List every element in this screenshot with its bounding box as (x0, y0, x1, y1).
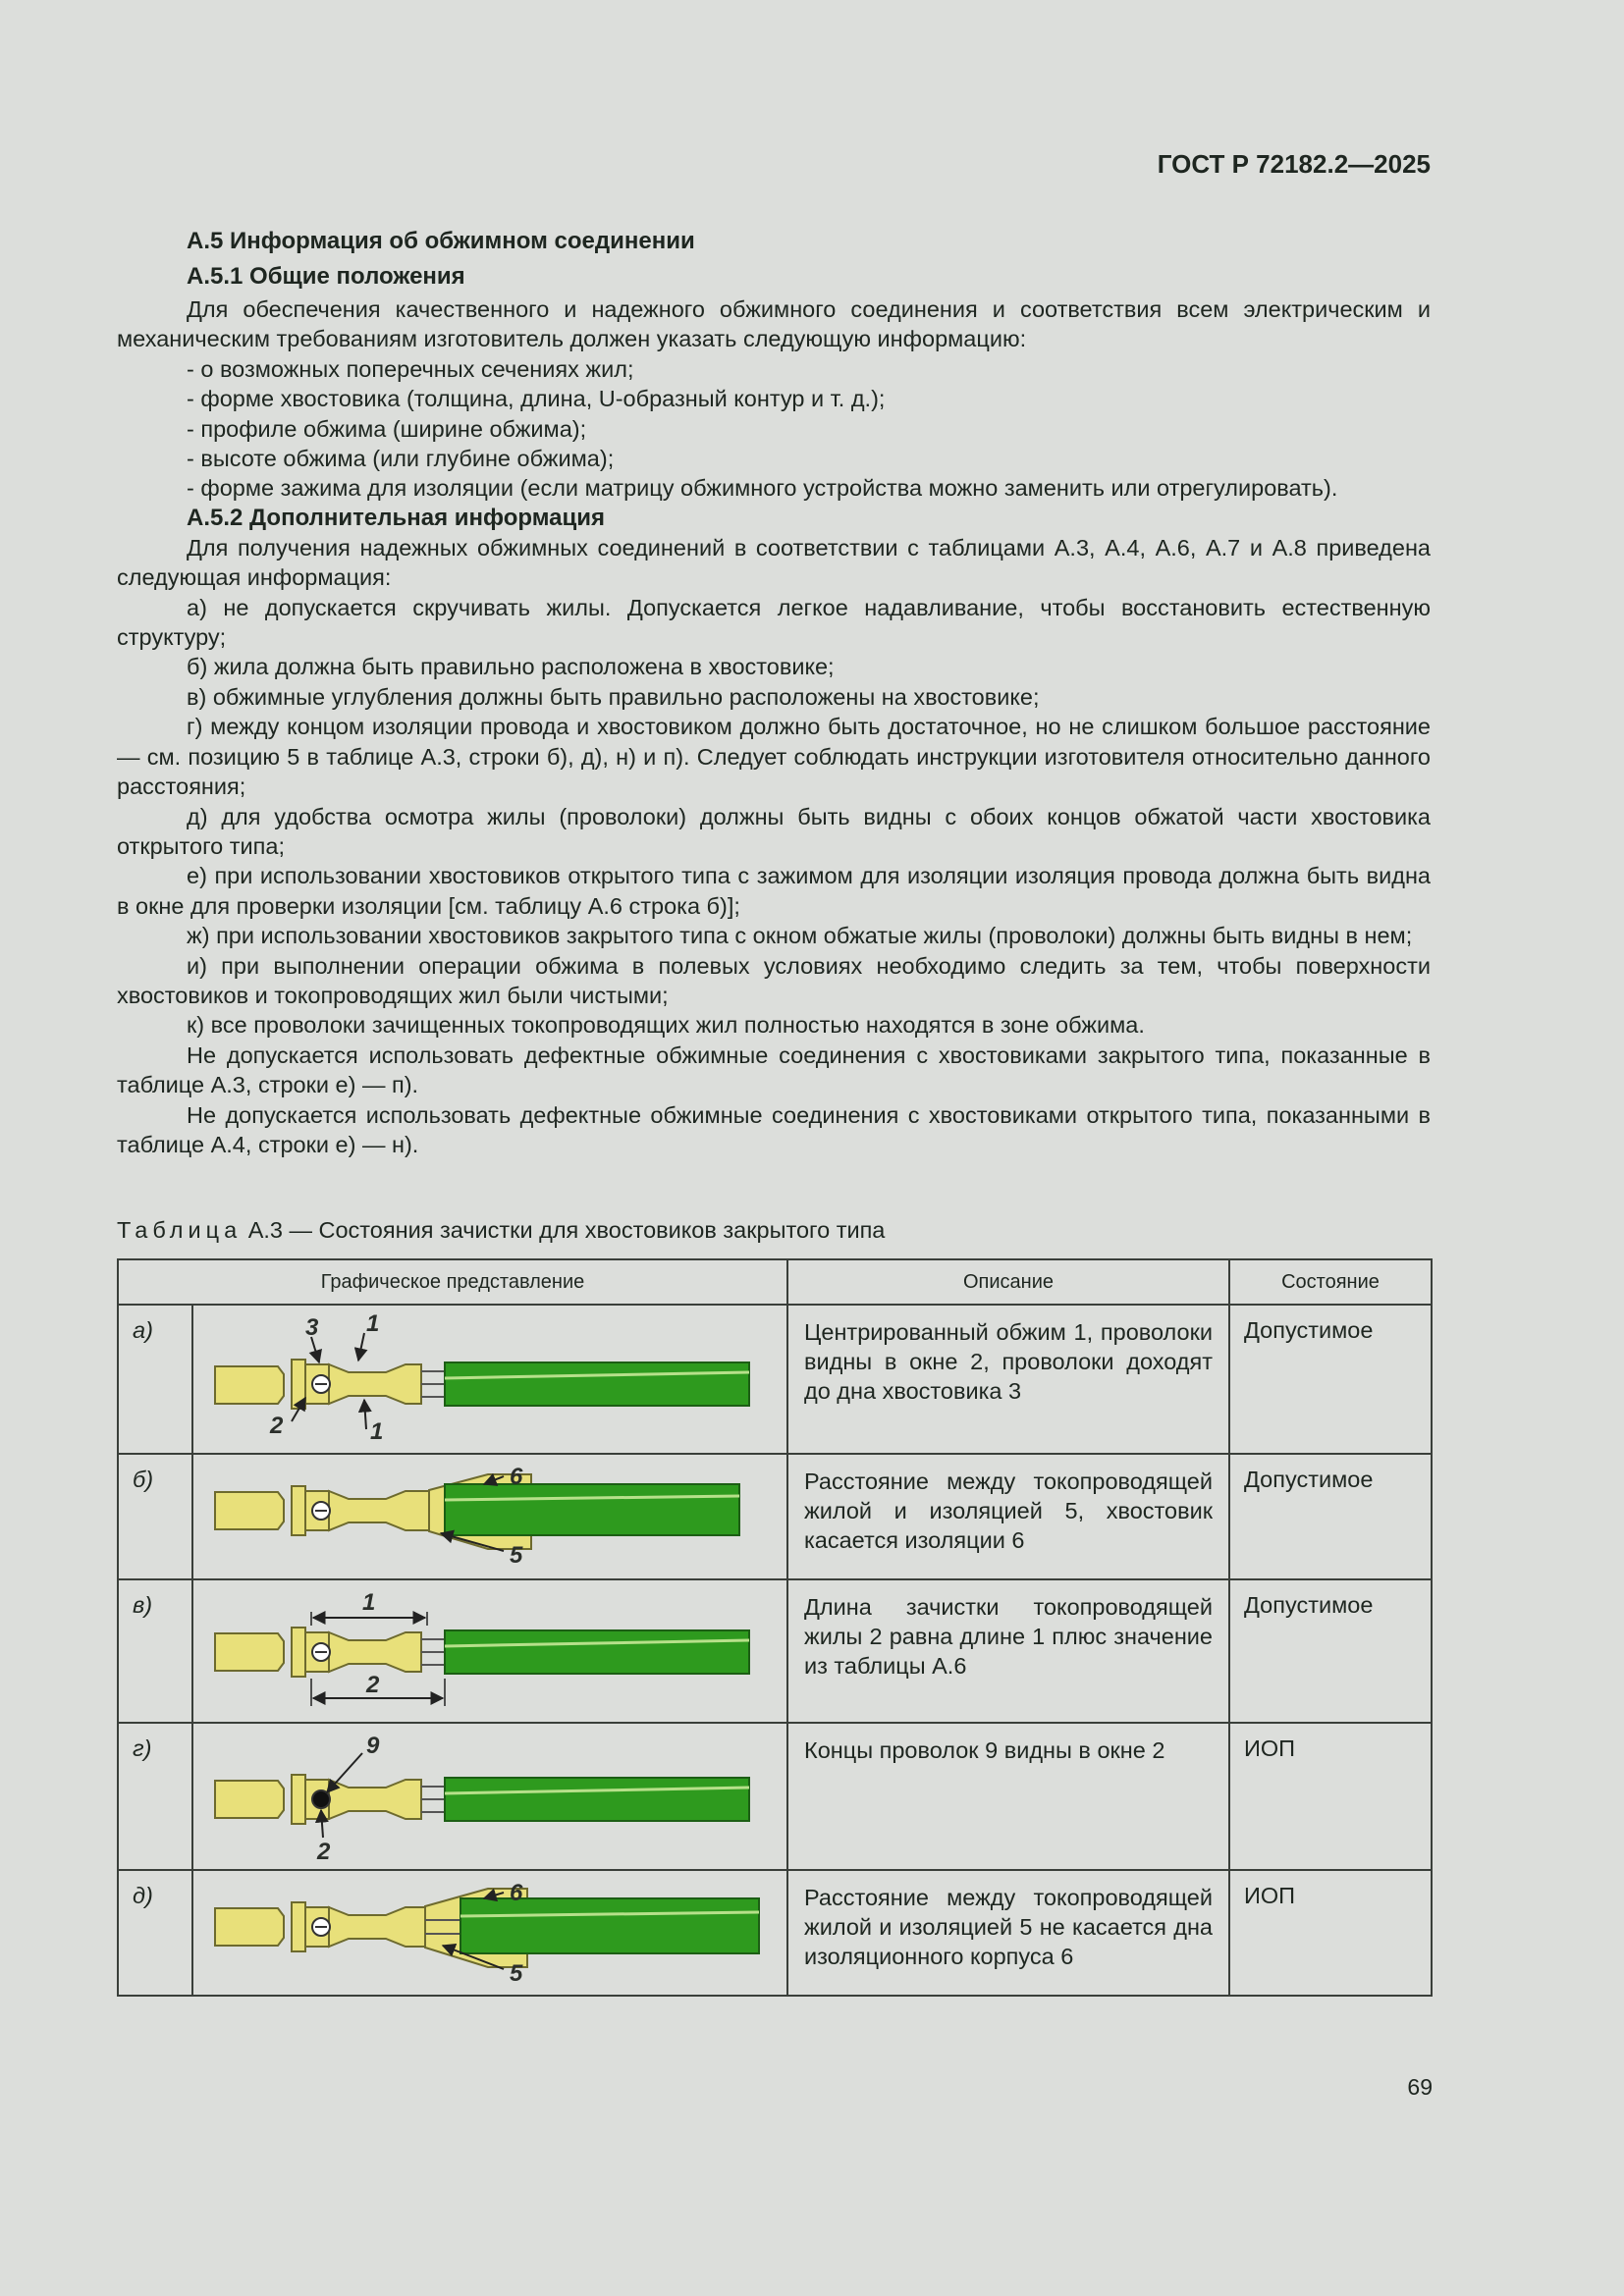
closing-paragraph: Не допускается использовать дефектные обжимные соединения с хвостовиками закрытого типа, показанные в таблице А.3, строки е) — п). (117, 1041, 1431, 1098)
table-caption-prefix: Таблица (117, 1217, 243, 1243)
a51-intro: Для обеспечения качественного и надежного обжимного соединения и соответствия всем электрическим и механическим требованиям изготовитель должен указать следующую информацию: (117, 296, 1431, 352)
row-state: Допустимое (1229, 1454, 1432, 1579)
table-row (118, 1579, 1432, 1723)
list-item: - высоте обжима (или глубине обжима); (187, 446, 615, 472)
page-number: 69 (1407, 2074, 1433, 2100)
row-label: а) (118, 1305, 192, 1454)
crimp-diagram-b (193, 1455, 786, 1578)
row-state: ИОП (1229, 1723, 1432, 1870)
callout-label: 5 (510, 1960, 523, 1987)
main-text (117, 224, 1431, 1159)
callout-label: 6 (510, 1880, 523, 1906)
callout-label: 2 (270, 1413, 284, 1439)
row-state: ИОП (1229, 1870, 1432, 1996)
table-row (118, 1305, 1432, 1454)
section-a52-title: А.5.2 Дополнительная информация (187, 504, 605, 531)
callout-label: 9 (366, 1733, 380, 1759)
row-description: Центрированный обжим 1, проволоки видны в окне 2, проволоки доходят до дна хвостовика 3 (787, 1305, 1229, 1454)
callout-label: 6 (510, 1464, 523, 1490)
list-item: и) при выполнении операции обжима в полевых условиях необходимо следить за тем, чтобы поверхности хвостовиков и токопроводящих жил были чистыми; (117, 952, 1431, 1008)
row-label: г) (118, 1723, 192, 1870)
row-state: Допустимое (1229, 1305, 1432, 1454)
header-description: Описание (787, 1259, 1229, 1305)
row-illustration (192, 1454, 787, 1579)
row-label: д) (118, 1870, 192, 1996)
document-code: ГОСТ Р 72182.2—2025 (1157, 149, 1431, 179)
row-label: б) (118, 1454, 192, 1579)
list-item: - форме зажима для изоляции (если матрицу обжимного устройства можно заменить или отрегулировать). (187, 475, 1338, 502)
crimp-diagram-e (193, 1871, 786, 1995)
header-state: Состояние (1229, 1259, 1432, 1305)
section-a51-title: А.5.1 Общие положения (187, 263, 465, 290)
callout-label: 1 (362, 1589, 376, 1616)
list-item: - форме хвостовика (толщина, длина, U-образный контур и т. д.); (187, 386, 886, 412)
list-item: д) для удобства осмотра жилы (проволоки) должны быть видны с обоих концов обжатой части хвостовика открытого типа; (117, 803, 1431, 859)
row-description: Расстояние между токопроводящей жилой и изоляцией 5, хвостовик касается изоляции 6 (787, 1454, 1229, 1579)
list-item: ж) при использовании хвостовиков закрытого типа с окном обжатые жилы (проволоки) должны быть видны в нем; (187, 923, 1413, 949)
row-illustration (192, 1305, 787, 1454)
table-caption (117, 1217, 885, 1244)
callout-label: 5 (510, 1542, 523, 1569)
list-item: в) обжимные углубления должны быть правильно расположены на хвостовике; (187, 683, 1040, 710)
list-item: - профиле обжима (ширине обжима); (187, 415, 587, 442)
list-item: к) все проволоки зачищенных токопроводящих жил полностью находятся в зоне обжима. (187, 1012, 1145, 1039)
table-caption-text: А.3 — Состояния зачистки для хвостовиков закрытого типа (247, 1217, 886, 1243)
row-state: Допустимое (1229, 1579, 1432, 1723)
row-description: Концы проволок 9 видны в окне 2 (787, 1723, 1229, 1870)
list-item: б) жила должна быть правильно расположена в хвостовике; (187, 654, 835, 680)
callout-label: 1 (366, 1310, 380, 1337)
list-item: а) не допускается скручивать жилы. Допускается легкое надавливание, чтобы восстановить естественную структуру; (117, 594, 1431, 651)
list-item: е) при использовании хвостовиков открытого типа с зажимом для изоляции изоляция провода должна быть видна в окне для проверки изоляции [см. таблицу А.6 строка б)]; (117, 863, 1431, 919)
table-row (118, 1870, 1432, 1996)
list-item: - о возможных поперечных сечениях жил; (187, 355, 634, 382)
table-header-row (118, 1259, 1432, 1305)
header-graphic: Графическое представление (118, 1259, 787, 1305)
callout-label: 3 (305, 1314, 319, 1341)
row-description: Длина зачистки токопроводящей жилы 2 равна длине 1 плюс значение из таблицы А.6 (787, 1579, 1229, 1723)
row-illustration (192, 1723, 787, 1870)
row-illustration (192, 1579, 787, 1723)
callout-label: 2 (317, 1839, 331, 1865)
row-label: в) (118, 1579, 192, 1723)
a52-intro: Для получения надежных обжимных соединений в соответствии с таблицами А.3, А.4, А.6, А.7 и А.8 приведена следующая информация: (117, 534, 1431, 591)
list-item: г) между концом изоляции провода и хвостовиком должно быть достаточное, но не слишком большое расстояние — см. позицию 5 в таблице А.3, строки б), д), н) и п). Следует соблюдать инструкции изготовителя относительно данного расстояния; (117, 714, 1431, 800)
crimp-diagram-a (193, 1306, 786, 1453)
table-row (118, 1454, 1432, 1579)
row-description: Расстояние между токопроводящей жилой и изоляцией 5 не касается дна изоляционного корпуса 6 (787, 1870, 1229, 1996)
table-a3 (117, 1258, 1433, 1997)
closing-paragraph: Не допускается использовать дефектные обжимные соединения с хвостовиками открытого типа, показанными в таблице А.4, строки е) — н). (117, 1101, 1431, 1157)
table-row (118, 1723, 1432, 1870)
callout-label: 1 (370, 1418, 384, 1445)
section-a5-title: А.5 Информация об обжимном соединении (187, 228, 695, 254)
crimp-diagram-d (193, 1724, 786, 1869)
callout-label: 2 (366, 1672, 380, 1698)
row-illustration (192, 1870, 787, 1996)
crimp-diagram-c (193, 1580, 786, 1722)
